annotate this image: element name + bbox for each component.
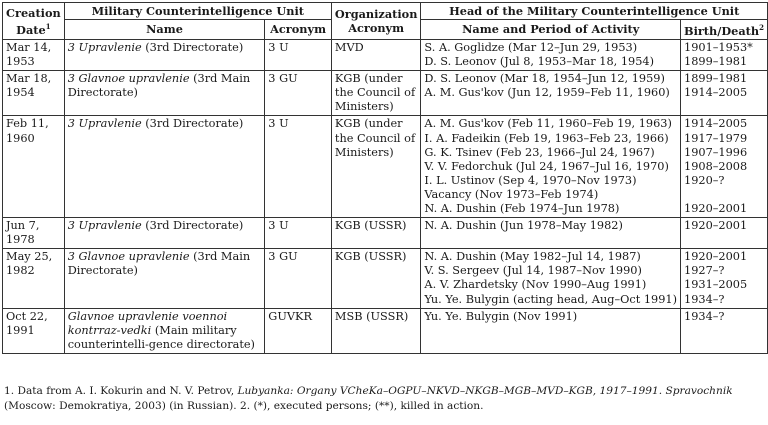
table-body — [3, 39, 768, 353]
unit-name-italic: 3 Upravlenie — [67, 40, 142, 54]
unit-acronym-cell: GUVKR — [265, 308, 332, 353]
head-name-entry: N. A. Dushin (Feb 1974–Jun 1978) — [424, 201, 620, 215]
birth-death-entry: 1901–1953* — [684, 40, 753, 54]
unit-name-italic: 3 Glavnoe upravlenie — [67, 72, 190, 86]
birth-death-entry: 1920–2001 — [684, 219, 748, 233]
birth-death-entry: 1917–1979 — [684, 131, 748, 145]
birth-death-entry: 1899–1981 — [684, 55, 748, 69]
unit-acronym-cell: 3 GU — [265, 249, 332, 308]
head-names-cell — [421, 218, 681, 249]
header-org-acronym: Organization Acronym — [331, 3, 421, 40]
birth-death-cell — [681, 218, 768, 249]
unit-name-cell — [64, 308, 265, 353]
unit-name-italic: 3 Upravlenie — [67, 219, 142, 233]
organization-acronym-cell: MSB (USSR) — [331, 308, 421, 353]
birth-death-entry: 1907–1996 — [684, 145, 748, 159]
unit-name-cell — [64, 218, 265, 249]
unit-name-rest: (3rd Main Directorate) — [67, 72, 251, 100]
birth-death-cell — [681, 39, 768, 70]
creation-date-cell: Feb 11, 1960 — [3, 116, 65, 218]
birth-death-entry: 1914–2005 — [684, 117, 748, 131]
birth-death-cell — [681, 249, 768, 308]
table-row — [3, 39, 768, 70]
unit-acronym-cell: 3 U — [265, 39, 332, 70]
birth-death-entry: 1899–1981 — [684, 72, 748, 86]
unit-name-rest: (Main military counterintelli-gence directorate) — [67, 323, 255, 351]
birth-death-cell — [681, 308, 768, 353]
head-name-entry: D. S. Leonov (Jul 8, 1953–Mar 18, 1954) — [424, 55, 655, 69]
creation-date-cell: Mar 18, 1954 — [3, 71, 65, 116]
head-name-entry: D. S. Leonov (Mar 18, 1954–Jun 12, 1959) — [424, 72, 665, 86]
head-name-entry: Yu. Ye. Bulygin (Nov 1991) — [424, 309, 578, 323]
creation-date-cell: Mar 14, 1953 — [3, 39, 65, 70]
head-name-entry: V. S. Sergeev (Jul 14, 1987–Nov 1990) — [424, 264, 642, 278]
organization-acronym-cell: MVD — [331, 39, 421, 70]
head-name-entry: N. A. Dushin (Jun 1978–May 1982) — [424, 219, 623, 233]
header-birth-death: Birth/Death$^2$ — [681, 20, 768, 40]
unit-name-rest: (3rd Directorate) — [141, 40, 244, 54]
unit-name-cell — [64, 39, 265, 70]
unit-name-cell — [64, 71, 265, 116]
unit-name-italic: Glavnoe upravlenie voennoi kontrraz-vedki — [67, 309, 228, 337]
unit-acronym-cell: 3 U — [265, 116, 332, 218]
head-name-entry: Yu. Ye. Bulygin (acting head, Aug–Oct 1991) — [424, 292, 678, 306]
unit-name-italic: 3 Glavnoe upravlenie — [67, 250, 190, 264]
birth-death-entry: 1920–? — [684, 173, 725, 187]
head-name-entry: I. A. Fadeikin (Feb 19, 1963–Feb 23, 1966) — [424, 131, 669, 145]
creation-date-cell: Jun 7, 1978 — [3, 218, 65, 249]
unit-name-rest: (3rd Directorate) — [141, 219, 244, 233]
head-name-entry: I. L. Ustinov (Sep 4, 1970–Nov 1973) — [424, 173, 637, 187]
unit-name-italic: 3 Upravlenie — [67, 117, 142, 131]
header-acronym: Acronym — [265, 20, 332, 40]
head-names-cell — [421, 71, 681, 116]
table-row — [3, 249, 768, 308]
header-head-group: Head of the Military Counterintelligence Unit — [421, 3, 768, 20]
header-row-top — [3, 3, 768, 20]
birth-death-entry — [684, 188, 764, 202]
unit-name-cell — [64, 249, 265, 308]
birth-death-entry: 1920–2001 — [684, 250, 748, 264]
header-creation-date: Creation Date$^1$ — [3, 3, 65, 40]
creation-date-cell: Oct 22, 1991 — [3, 308, 65, 353]
head-name-entry: A. M. Gus'kov (Jun 12, 1959–Feb 11, 1960) — [424, 86, 670, 100]
head-names-cell — [421, 249, 681, 308]
head-name-entry: N. A. Dushin (May 1982–Jul 14, 1987) — [424, 250, 641, 264]
table-row — [3, 71, 768, 116]
table-row — [3, 218, 768, 249]
birth-death-entry: 1934–? — [684, 292, 725, 306]
head-name-entry: G. K. Tsinev (Feb 23, 1966–Jul 24, 1967) — [424, 145, 655, 159]
unit-acronym-cell: 3 GU — [265, 71, 332, 116]
table-row — [3, 116, 768, 218]
birth-death-entry: 1934–? — [684, 309, 725, 323]
footnote: 1. Data from A. I. Kokurin and N. V. Petrov, Lubyanka: Organy VCheKa–OGPU–NKVD–NKGB–MGB–MVD–KGB, 1917–1991. Spravochnik (Moscow: Demokratiya, 2003) (in Russian). 2. (*), executed persons; (**), killed in action. — [4, 385, 733, 412]
birth-death-entry: 1931–2005 — [684, 278, 748, 292]
birth-death-cell — [681, 71, 768, 116]
header-unit-group: Military Counterintelligence Unit — [64, 3, 331, 20]
organization-acronym-cell: KGB (under the Council of Ministers) — [331, 116, 421, 218]
birth-death-entry: 1927–? — [684, 264, 725, 278]
head-name-entry: A. V. Zhardetsky (Nov 1990–Aug 1991) — [424, 278, 647, 292]
organization-acronym-cell: KGB (under the Council of Ministers) — [331, 71, 421, 116]
head-name-entry: Vacancy (Nov 1973–Feb 1974) — [424, 187, 599, 201]
unit-name-cell — [64, 116, 265, 218]
organization-acronym-cell: KGB (USSR) — [331, 218, 421, 249]
header-name: Name — [64, 20, 265, 40]
head-name-entry: V. V. Fedorchuk (Jul 24, 1967–Jul 16, 1970) — [424, 159, 669, 173]
header-head-name: Name and Period of Activity — [421, 20, 681, 40]
organization-acronym-cell: KGB (USSR) — [331, 249, 421, 308]
birth-death-cell — [681, 116, 768, 218]
head-names-cell — [421, 39, 681, 70]
table-row — [3, 308, 768, 353]
birth-death-entry: 1908–2008 — [684, 159, 748, 173]
head-name-entry: S. A. Goglidze (Mar 12–Jun 29, 1953) — [424, 40, 638, 54]
birth-death-entry: 1914–2005 — [684, 86, 748, 100]
head-names-cell — [421, 116, 681, 218]
head-name-entry: A. M. Gus'kov (Feb 11, 1960–Feb 19, 1963) — [424, 117, 672, 131]
birth-death-entry: 1920–2001 — [684, 201, 748, 215]
creation-date-cell: May 25, 1982 — [3, 249, 65, 308]
counterintelligence-table — [2, 2, 768, 354]
unit-acronym-cell: 3 U — [265, 218, 332, 249]
unit-name-rest: (3rd Directorate) — [141, 117, 244, 131]
head-names-cell — [421, 308, 681, 353]
unit-name-rest: (3rd Main Directorate) — [67, 250, 251, 278]
